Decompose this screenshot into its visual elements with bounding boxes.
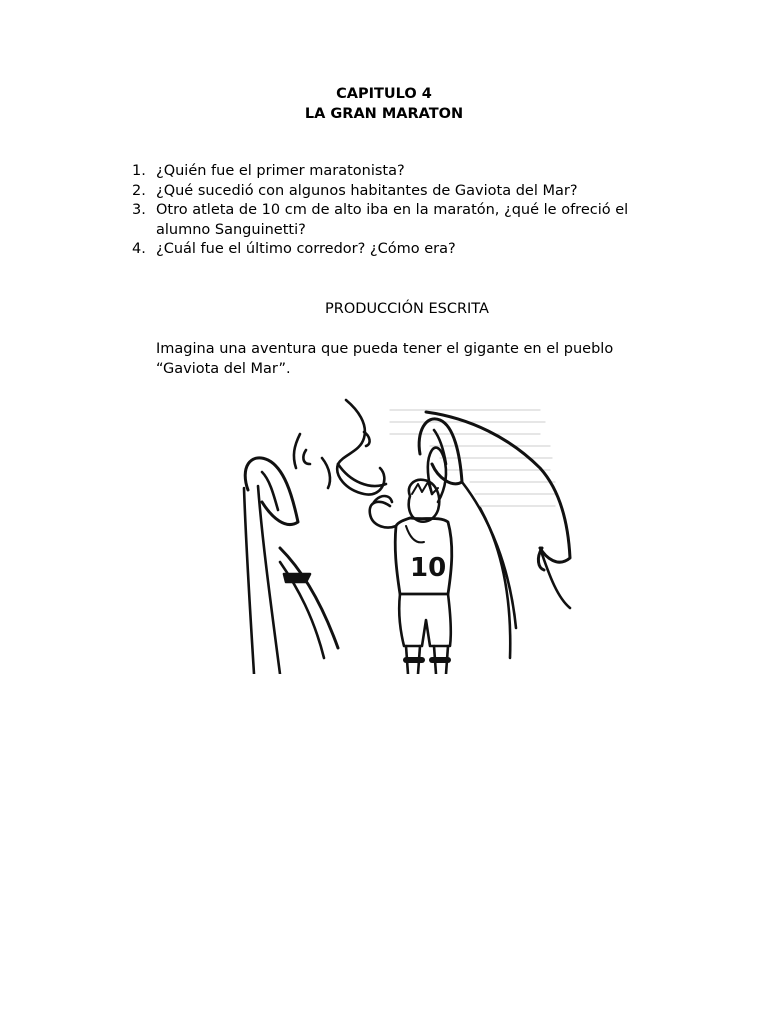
question-number: 2. <box>132 182 146 199</box>
writing-prompt: Imagina una aventura que pueda tener el gigante en el pueblo “Gaviota del Mar”. <box>156 341 614 377</box>
question-text: ¿Cuál fue el último corredor? ¿Cómo era? <box>156 241 456 258</box>
question-number: 3. <box>132 202 146 219</box>
section-heading: PRODUCCIÓN ESCRITA <box>325 301 489 317</box>
runner-figure <box>370 448 452 674</box>
question-list <box>132 162 652 260</box>
question-item <box>132 240 652 260</box>
chapter-heading: CAPITULO 4 <box>336 86 432 102</box>
illustration-giant-and-runner <box>240 398 572 674</box>
runner-shorts <box>399 594 451 646</box>
jersey-number: 10 <box>410 553 447 583</box>
question-text: Otro atleta de 10 cm de alto iba en la maratón, ¿qué le ofreció el alumno Sanguinetti? <box>156 202 629 238</box>
question-text: ¿Quién fue el primer maratonista? <box>156 163 405 179</box>
question-item <box>132 201 652 240</box>
question-number: 4. <box>132 241 146 258</box>
giant-face <box>337 400 384 495</box>
chapter-title: LA GRAN MARATON <box>304 106 464 122</box>
question-item <box>132 162 652 182</box>
question-number: 1. <box>132 163 146 179</box>
question-item <box>132 182 652 202</box>
question-text: ¿Qué sucedió con algunos habitantes de Gaviota del Mar? <box>156 182 578 199</box>
giant-coat-left <box>244 488 254 674</box>
